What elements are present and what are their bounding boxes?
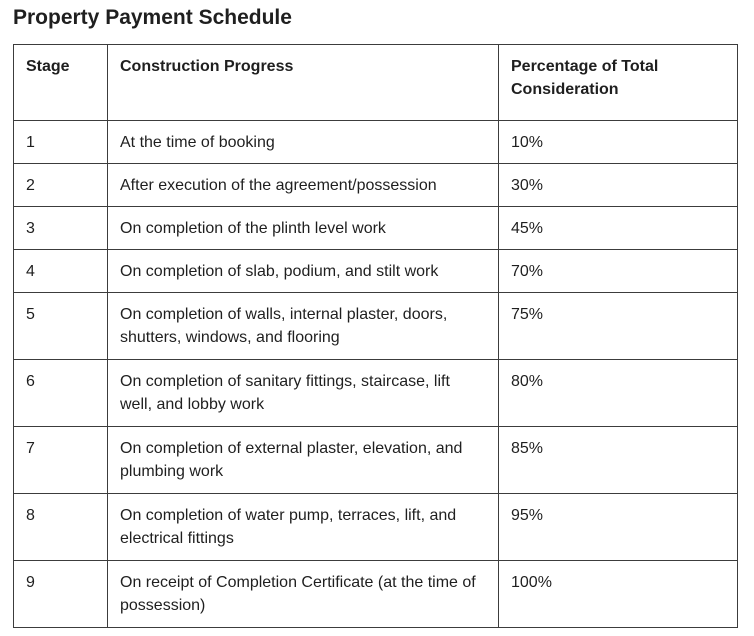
table-header-row — [14, 45, 738, 121]
cell-percentage: 95% — [499, 494, 738, 561]
cell-stage: 3 — [14, 207, 108, 250]
cell-progress: After execution of the agreement/possession — [108, 164, 499, 207]
cell-progress: On completion of walls, internal plaster, doors, shutters, windows, and flooring — [108, 293, 499, 360]
cell-percentage: 75% — [499, 293, 738, 360]
cell-progress: On completion of external plaster, elevation, and plumbing work — [108, 427, 499, 494]
table-row — [14, 427, 738, 494]
table-row — [14, 207, 738, 250]
header-stage: Stage — [14, 45, 108, 121]
page-title: Property Payment Schedule — [13, 6, 292, 29]
header-percentage: Percentage of Total Consideration — [499, 45, 738, 121]
cell-stage: 1 — [14, 121, 108, 164]
cell-progress: On receipt of Completion Certificate (at the time of possession) — [108, 561, 499, 628]
table-row — [14, 561, 738, 628]
cell-percentage: 70% — [499, 250, 738, 293]
cell-stage: 9 — [14, 561, 108, 628]
cell-stage: 2 — [14, 164, 108, 207]
payment-schedule-table — [13, 44, 738, 628]
table-row — [14, 164, 738, 207]
table-row — [14, 250, 738, 293]
header-construction-progress: Construction Progress — [108, 45, 499, 121]
cell-percentage: 100% — [499, 561, 738, 628]
table-row — [14, 494, 738, 561]
table-row — [14, 293, 738, 360]
cell-percentage: 10% — [499, 121, 738, 164]
cell-stage: 4 — [14, 250, 108, 293]
cell-percentage: 30% — [499, 164, 738, 207]
cell-stage: 8 — [14, 494, 108, 561]
cell-percentage: 85% — [499, 427, 738, 494]
table-row — [14, 360, 738, 427]
cell-progress: On completion of the plinth level work — [108, 207, 499, 250]
cell-stage: 5 — [14, 293, 108, 360]
cell-progress: On completion of sanitary fittings, staircase, lift well, and lobby work — [108, 360, 499, 427]
cell-progress: At the time of booking — [108, 121, 499, 164]
cell-percentage: 45% — [499, 207, 738, 250]
cell-stage: 6 — [14, 360, 108, 427]
table-row — [14, 121, 738, 164]
cell-progress: On completion of water pump, terraces, lift, and electrical fittings — [108, 494, 499, 561]
cell-percentage: 80% — [499, 360, 738, 427]
cell-stage: 7 — [14, 427, 108, 494]
cell-progress: On completion of slab, podium, and stilt work — [108, 250, 499, 293]
